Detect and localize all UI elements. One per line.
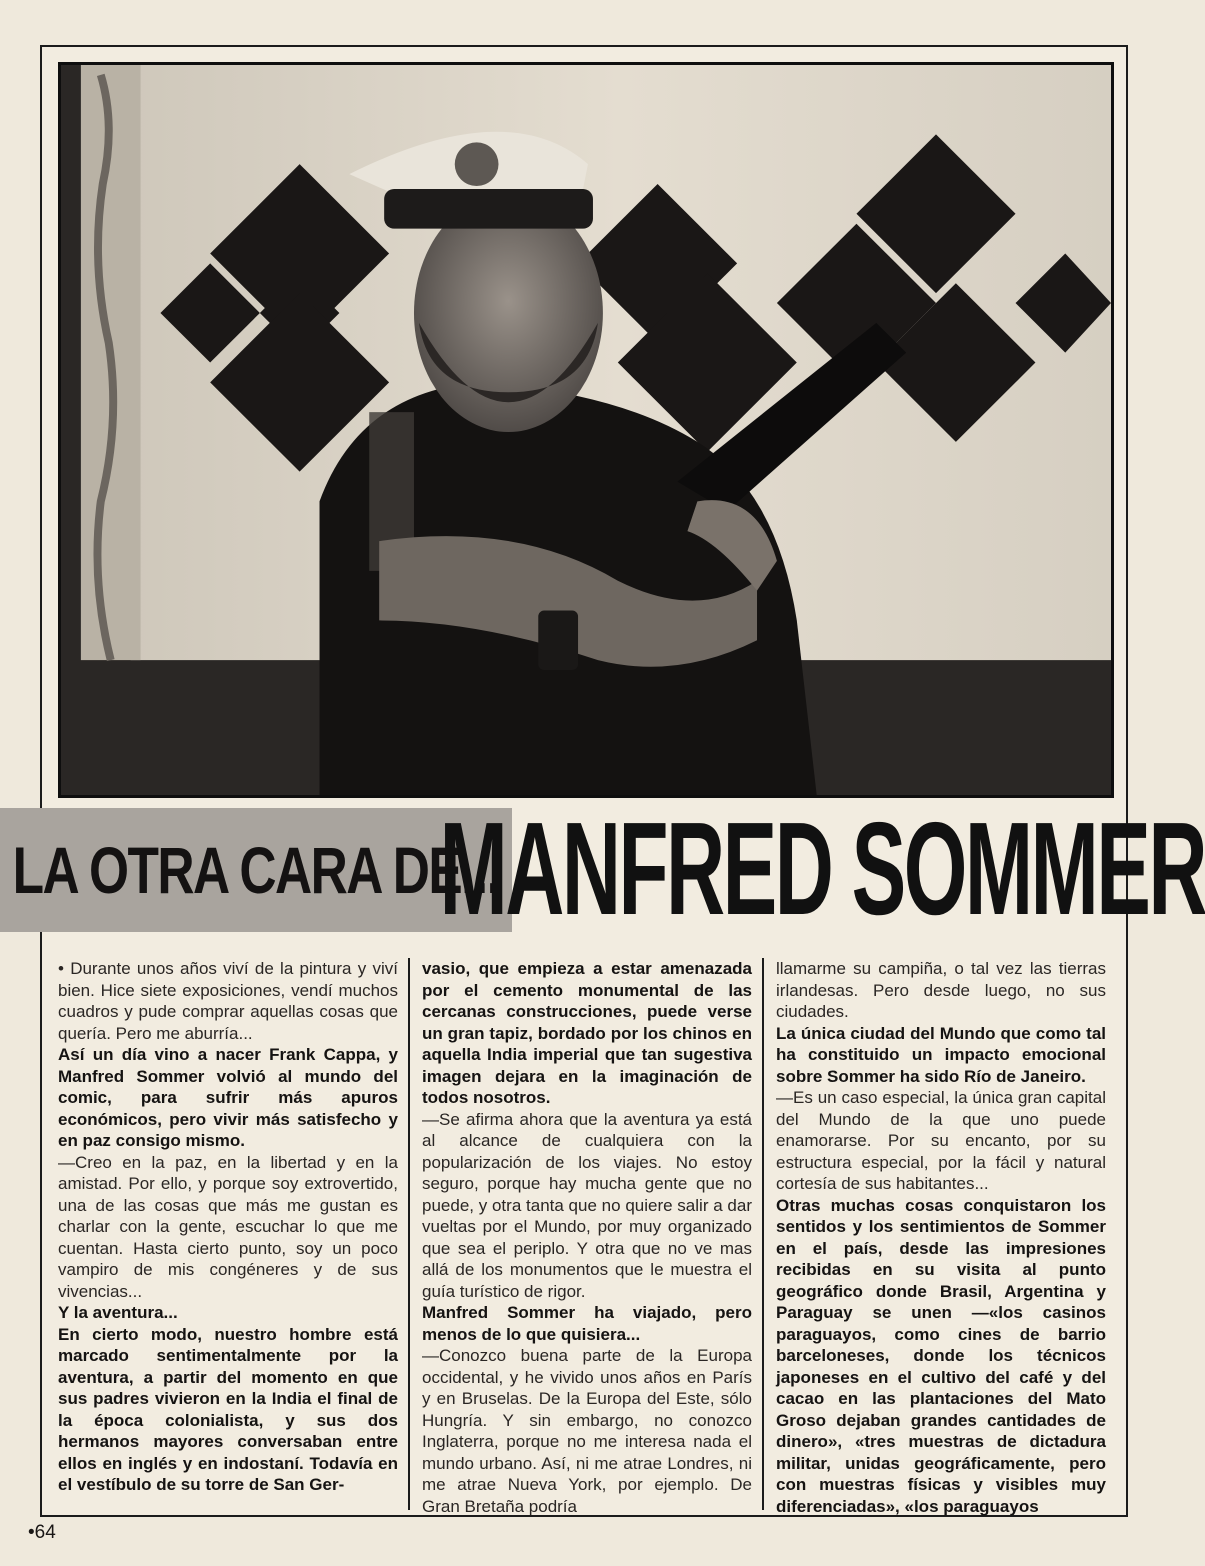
paragraph: —Creo en la paz, en la libertad y en la amistad. Por ello, y porque soy extrovertido, una de las cosas que más me gustan es charlar con la gente, escuchar lo que me cuentan. Hasta cierto punto, soy un poco vampiro de mis congéneres y de sus vivencias...: [58, 1152, 398, 1301]
portrait-photo: [58, 62, 1114, 798]
paragraph: Y la aventura...: [58, 1303, 178, 1322]
paragraph: La única ciudad del Mundo que como tal ha constituido un impacto emocional sobre Sommer ha sido Río de Janeiro.: [776, 1023, 1106, 1086]
paragraph: En cierto modo, nuestro hombre está marcado sentimentalmente por la aventura, a partir del momento en que sus padres vivieron en la India el final de la época colonialista, y sus dos hermanos mayores conversaban entre ellos en inglés y en indostaní. Todavía en el vestíbulo de su torre de San Ger-: [58, 1324, 398, 1494]
paragraph: Así un día vino a nacer Frank Cappa, y Manfred Sommer volvió al mundo del comic, para sufrir más apuros económicos, pero vivir más satisfecho y en paz consigo mismo.: [58, 1045, 398, 1150]
paragraph: —Es un caso especial, la única gran capital del Mundo de la que uno puede enamorarse. Por su encanto, por su estructura especial, por la fácil y natural cortesía de sus habitantes...: [776, 1088, 1106, 1193]
page-number: •64: [28, 1522, 56, 1543]
portrait-photo-icon: [61, 65, 1111, 795]
paragraph: —Conozco buena parte de la Europa occidental, y he vivido unos años en París y en Bruselas. De la Europa del Este, sólo Hungría. Y sin embargo, no conozco Inglaterra, porque no me interesa nada el mundo urbano. Así, ni me atrae Londres, ni me atrae Nueva York, por ejemplo. De Gran Bretaña podría: [422, 1346, 752, 1516]
paragraph: Manfred Sommer ha viajado, pero menos de lo que quisiera...: [422, 1303, 752, 1344]
paragraph: • Durante unos años viví de la pintura y viví bien. Hice siete exposiciones, vendí muchos cuadros y pude comprar aquellas cosas que quería. Pero me aburría...: [58, 959, 398, 1043]
column-1: [54, 958, 408, 1510]
paragraph: llamarme su campiña, o tal vez las tierras irlandesas. Pero desde luego, no sus ciudades.: [776, 959, 1106, 1021]
column-3: [762, 958, 1116, 1516]
paragraph: —Se afirma ahora que la aventura ya está al alcance de cualquiera con la popularización de los viajes. No estoy seguro, porque hay mucha gente que no puede, y otra tanta que no quiere salir a dar vueltas por el Mundo, por muy organizado que sea el periplo. Y otra que no ve mas allá de los monumentos que le muestra el guía turístico de rigor.: [422, 1109, 752, 1301]
paragraph: vasio, que empieza a estar amenazada por el cemento monumental de las cercanas construcciones, puede verse un gran tapiz, bordado por los chinos en aquella India imperial que tan sugestiva imagen dejara en la imaginación de todos nosotros.: [422, 959, 752, 1107]
headline-right: MANFRED SOMMER: [439, 795, 1205, 942]
headline-left: LA OTRA CARA DE...: [12, 833, 500, 907]
article-columns: [54, 958, 1120, 1516]
headline-band: [0, 808, 512, 932]
headline-right-wrap: [439, 795, 1205, 942]
column-2: [408, 958, 762, 1516]
paragraph: Otras muchas cosas conquistaron los sentidos y los sentimientos de Sommer en el país, desde las impresiones recibidas en su visita al punto geográfico donde Brasil, Argentina y Paraguay se unen —«los casinos paraguayos, como cines de barrio barceloneses, donde los técnicos japoneses en el cultivo del café y del cacao en las plantaciones del Mato Groso dejaban grandes cantidades de dinero», «tres muestras de dictadura militar, unidas geográficamente, pero con muestras físicas y visibles muy diferenciadas», «los paraguayos: [776, 1195, 1106, 1516]
